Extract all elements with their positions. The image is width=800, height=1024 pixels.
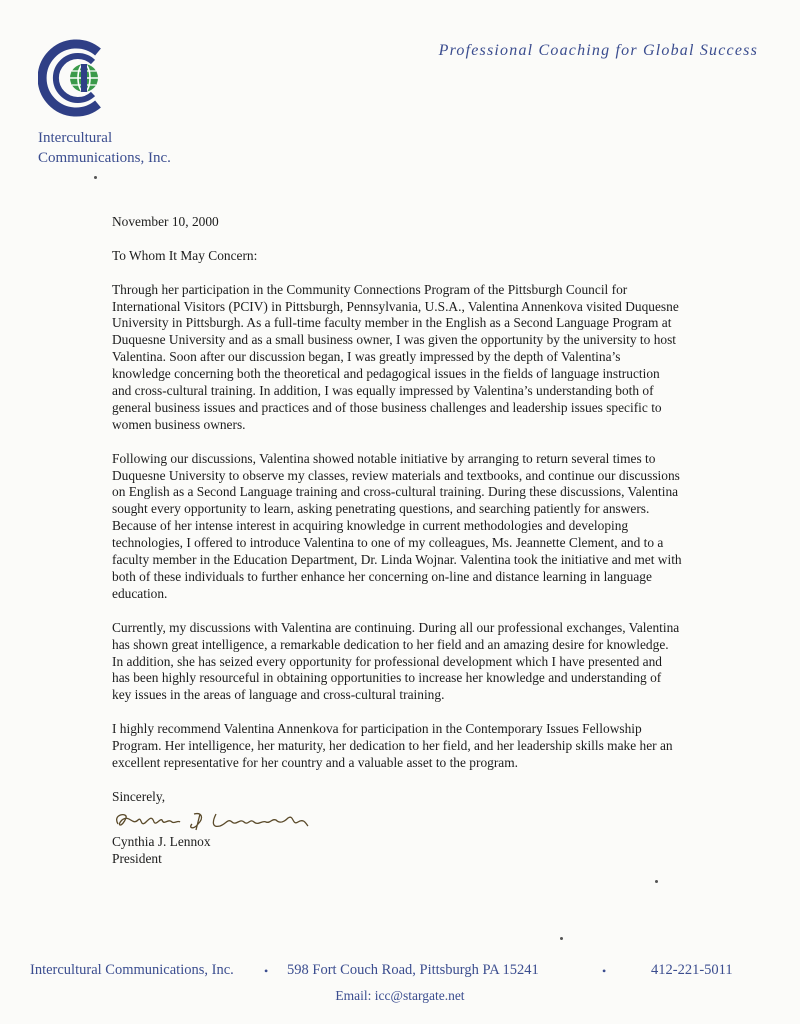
paragraph-3: Currently, my discussions with Valentina are continuing. During all our professional exchanges, Valentina has shown great intelligence, a remarkable dedication to her field and an amazing desire for knowledge. In addition, she has seized every opportunity for professional development which I have presented and has been highly resourceful in obtaining opportunities to increase her knowledge and understanding of key issues in the areas of language and cross-cultural training. bbox=[112, 619, 680, 703]
signer-title: President bbox=[112, 850, 162, 866]
footer-bullet-1: • bbox=[264, 964, 269, 978]
footer-email: Email: icc@stargate.net bbox=[335, 988, 465, 1003]
footer-address: 598 Fort Couch Road, Pittsburgh PA 15241 bbox=[287, 962, 539, 978]
salutation: To Whom It May Concern: bbox=[112, 247, 258, 263]
footer-bullet-2: • bbox=[602, 964, 607, 978]
paragraph-1: Through her participation in the Community Connections Program of the Pittsburgh Council for International Visitors (PCIV) in Pittsburgh, Pennsylvania, U.S.A., Valentina Annenkova visited Duquesne University in Pittsburgh. As a full-time faculty member in the English as a Second Language Program at Duquesne University and as a small business owner, I was given the opportunity by the university to host Valentina. Soon after our discussion began, I was greatly impressed by the depth of Valentina’s knowledge concerning both the theoretical and pedagogical issues in the fields of language instruction and cross-cultural training. In addition, I was equally impressed by Valentina’s understanding both of general business issues and practices and of those business challenges and leadership issues specific to women business owners. bbox=[112, 281, 679, 432]
handwritten-signature bbox=[108, 808, 318, 834]
paragraph-4: I highly recommend Valentina Annenkova for participation in the Contemporary Issues Fellowship Program. Her intelligence, her maturity, her dedication to her field, and her leadership skills make her an excellent representative for her country and a valuable asset to the program. bbox=[112, 721, 673, 770]
footer-phone: 412-221-5011 bbox=[651, 962, 733, 978]
paper-speck bbox=[655, 880, 658, 883]
company-name-line-1: Intercultural bbox=[38, 130, 113, 146]
letter-body bbox=[112, 214, 682, 867]
company-name bbox=[38, 128, 171, 168]
signer-name: Cynthia J. Lennox bbox=[112, 833, 211, 849]
letter-date: November 10, 2000 bbox=[112, 214, 219, 229]
paper-speck bbox=[560, 937, 563, 940]
closing: Sincerely, bbox=[112, 788, 166, 804]
paper-speck bbox=[94, 176, 97, 179]
footer bbox=[0, 958, 800, 986]
company-logo bbox=[38, 38, 114, 118]
paragraph-2: Following our discussions, Valentina showed notable initiative by arranging to return several times to Duquesne University to observe my classes, review materials and textbooks, and continue our discussions on English as a Second Language training and cross-cultural training. During these discussions, Valentina sought every opportunity to learn, asking penetrating questions, and searching patiently for answers. Because of her intense interest in acquiring knowledge in current methodologies and developing technologies, I offered to introduce Valentina to one of my colleagues, Ms. Jeannette Clement, and to a faculty member in the Education Department, Dr. Linda Wojnar. Valentina took the initiative and met with both of these individuals to further enhance her concerning on-line and distance learning in language education. bbox=[112, 450, 682, 601]
footer-company: Intercultural Communications, Inc. bbox=[30, 962, 234, 978]
tagline: Professional Coaching for Global Success bbox=[438, 42, 758, 59]
company-name-line-2: Communications, Inc. bbox=[38, 150, 171, 166]
